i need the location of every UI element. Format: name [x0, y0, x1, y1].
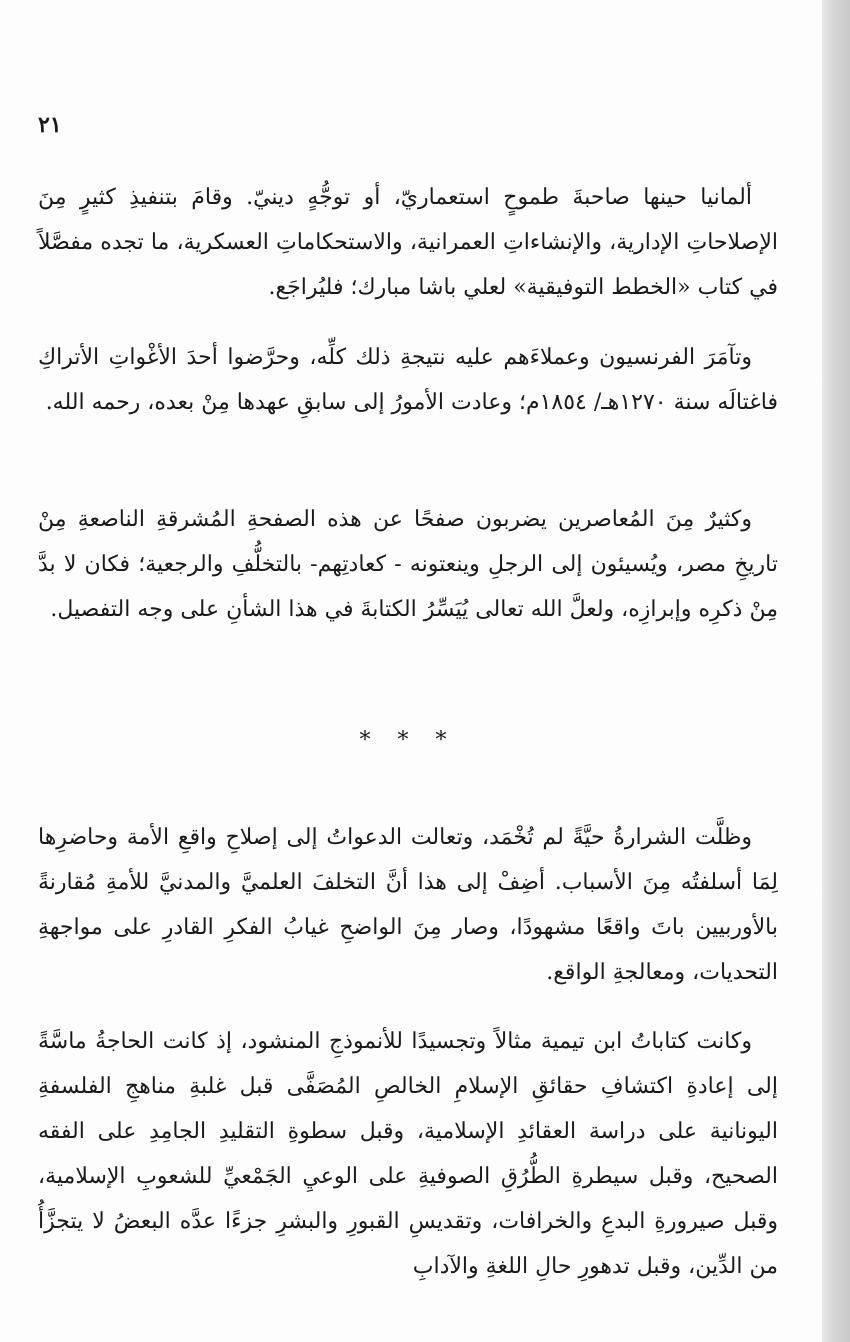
text-block-upper [38, 175, 778, 310]
paragraph-2: وتآمَرَ الفرنسيون وعملاءَهم عليه نتيجةِ ذلك كلِّه، وحرَّضوا أحدَ الأغْواتِ الأتراكِ فاغتالَه سنة ١٢٧٠هـ/ ١٨٥٤م؛ وعادت الأمورُ إلى سابقِ عهدها مِنْ بعده، رحمه الله. [38, 345, 778, 415]
paragraph-3: وكثيرٌ مِنَ المُعاصرين يضربون صفحًا عن هذه الصفحةِ المُشرقةِ الناصعةِ مِنْ تاريخِ مصر، ويُسيئون إلى الرجلِ وينعتونه - كعادتِهم- بالتخلُّفِ والرجعية؛ فكان لا بدَّ مِنْ ذكرِه وإبرازِه، ولعلَّ الله تعالى يُيَسِّرُ الكتابةَ في هذا الشأنِ على وجه التفصيل. [38, 507, 778, 622]
page-edge-shadow [822, 0, 850, 1342]
text-block-lower [38, 815, 778, 995]
text-block-upper-3 [38, 497, 778, 632]
paragraph-4: وظلَّت الشرارةُ حيَّةً لم تُخْمَد، وتعالت الدعواتُ إلى إصلاحِ واقعِ الأمة وحاضرِها لِمَا أسلفتُه مِنَ الأسباب. أضِفْ إلى هذا أنَّ التخلفَ العلميَّ والمدنيَّ للأمةِ مُقارنةً بالأوربيين باتَ واقعًا مشهودًا، وصار مِنَ الواضحِ غيابُ الفكرِ القادرِ على مواجهةِ التحديات، ومعالجةِ الواقع. [38, 825, 778, 985]
text-block-lower-2 [38, 1019, 778, 1289]
paragraph-5: وكانت كتاباتُ ابن تيمية مثالاً وتجسيدًا للأنموذجِ المنشود، إذ كانت الحاجةُ ماسَّةً إلى إعادةِ اكتشافِ حقائقِ الإسلامِ الخالصِ المُصَفَّى قبل غلبةِ مناهجِ الفلسفةِ اليونانية على دراسة العقائدِ الإسلامية، وقبل سطوةِ التقليدِ الجامِدِ على الفقه الصحيح، وقبل سيطرةِ الطُّرُقِ الصوفيةِ على الوعيِ الجَمْعيِّ للشعوبِ الإسلامية، وقبل صيرورةِ البدعِ والخرافات، وتقديسِ القبورِ والبشرِ جزءًا عدَّه البعضُ لا يتجزَّأُ من الدِّين، وقبل تدهورِ حالِ اللغةِ والآدابِ [38, 1029, 778, 1279]
paragraph-1: ألمانيا حينها صاحبةَ طموحٍ استعماريّ، أو توجُّهٍ دينيّ. وقامَ بتنفيذِ كثيرٍ مِنَ الإصلاحاتِ الإدارية، والإنشاءاتِ العمرانية، والاستحكاماتِ العسكرية، ما تجده مفصَّلاً في كتاب «الخطط التوفيقية» لعلي باشا مبارك؛ فليُراجَع. [38, 185, 778, 300]
text-block-upper-2 [38, 335, 778, 425]
section-separator: * * * [359, 728, 457, 753]
page-number: ٢١ [38, 112, 62, 138]
